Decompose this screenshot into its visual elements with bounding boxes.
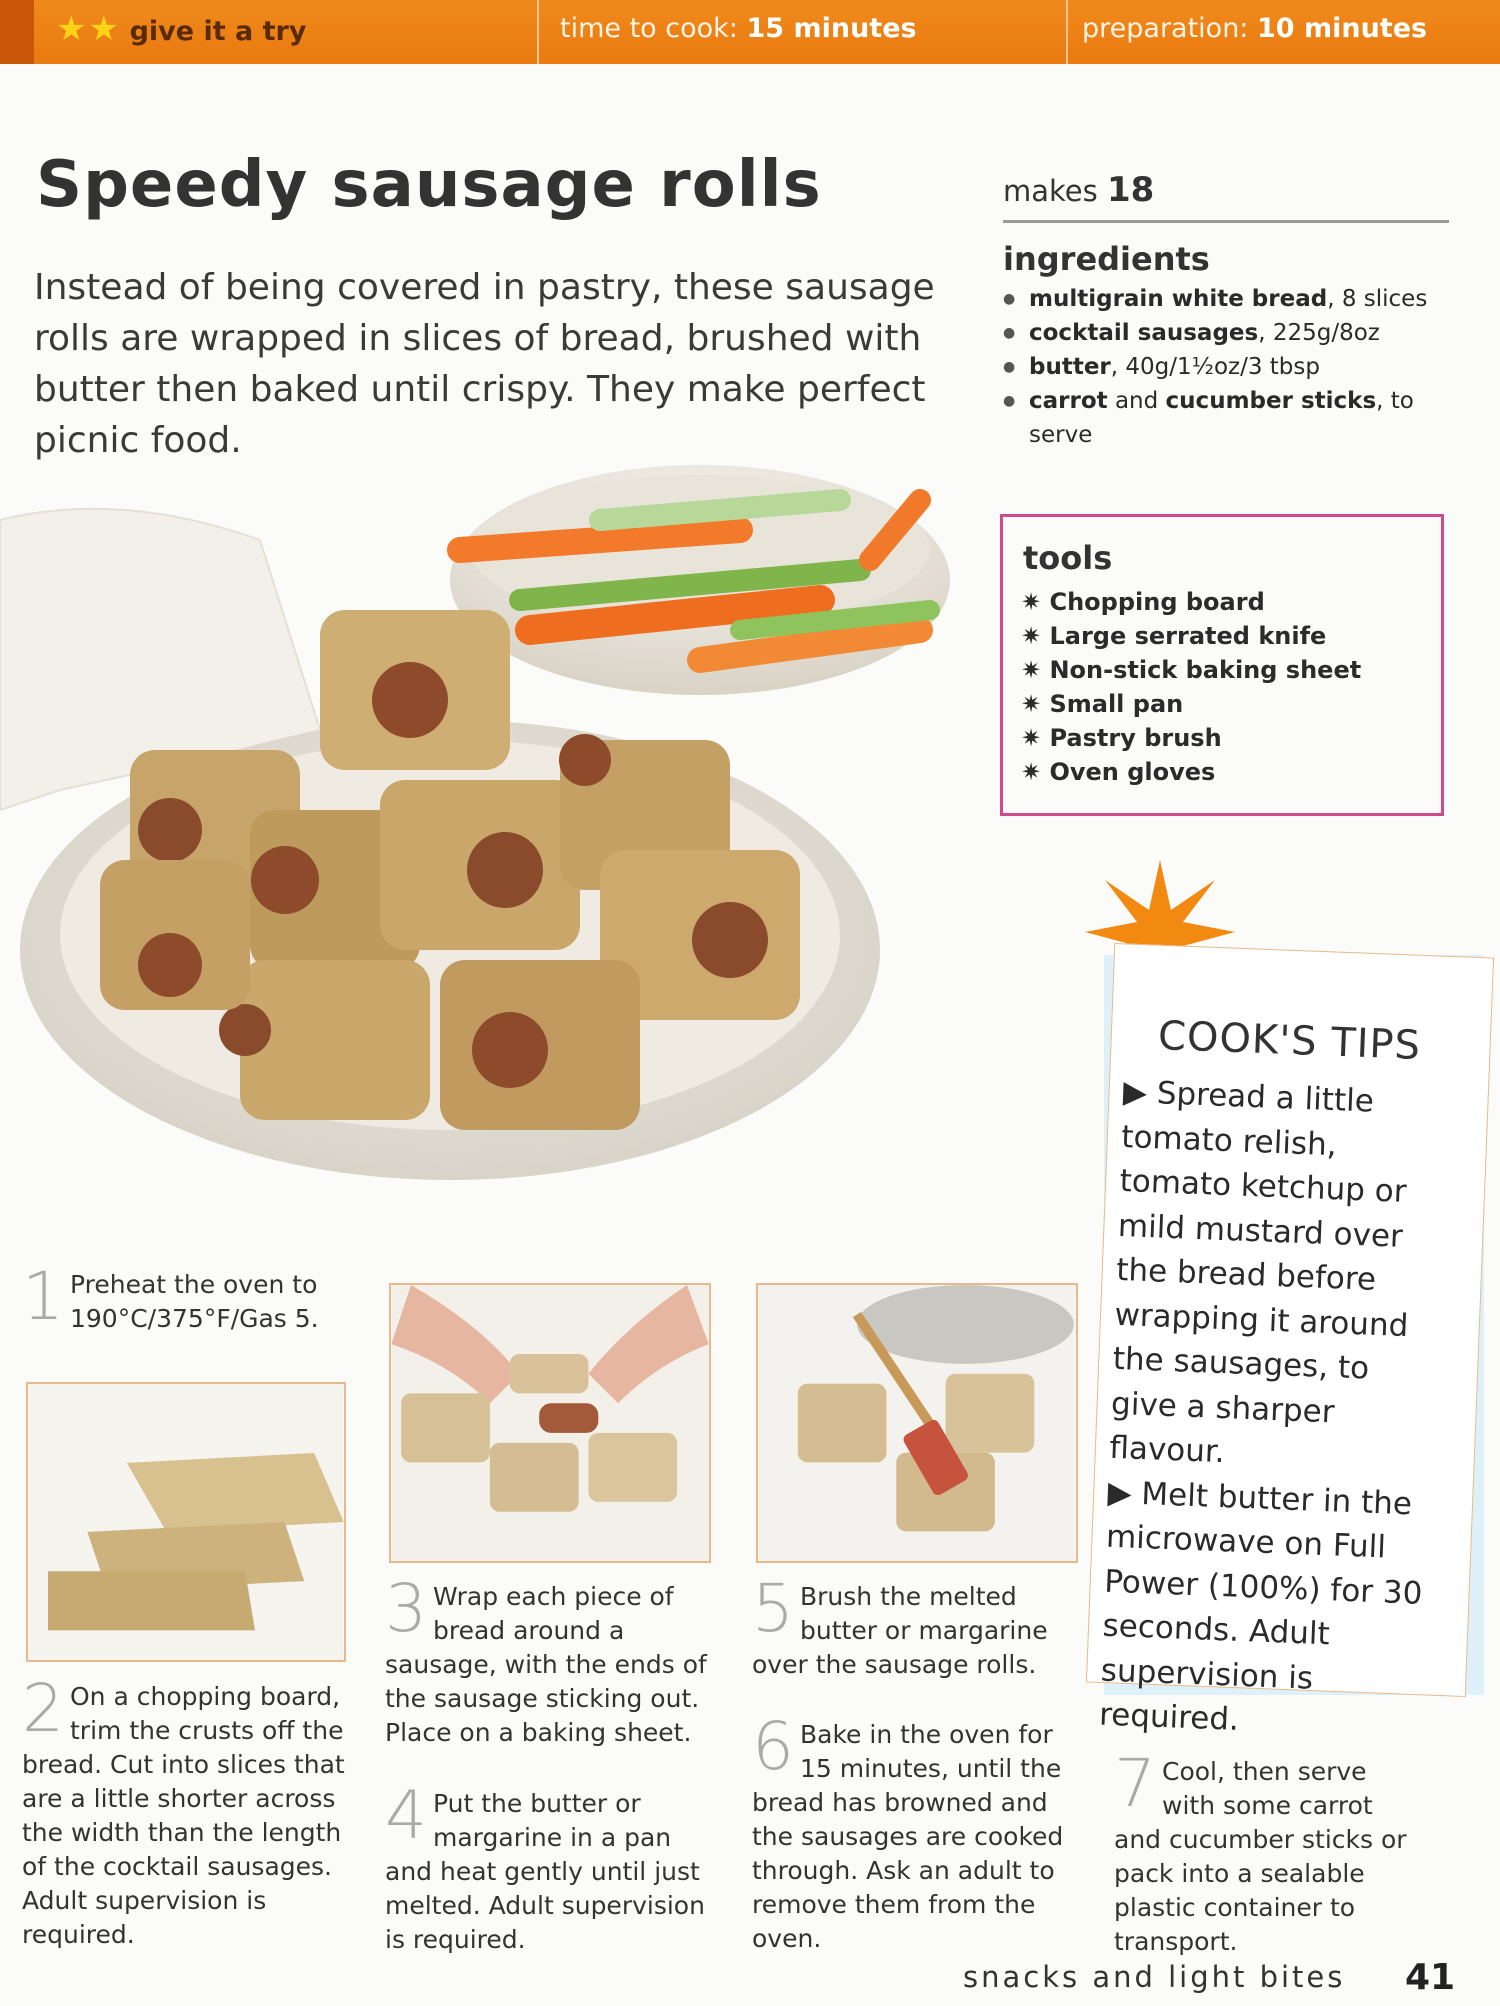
step-photo-brushing — [756, 1283, 1078, 1563]
step-text: On a chopping board, trim the crusts off the bread. Cut into slices that are a little shorter across the width than the length of the cocktail sausages. Adult supervision is required. — [22, 1682, 345, 1949]
step-text: Brush the melted butter or margarine over the sausage rolls. — [752, 1582, 1048, 1679]
step-number: 3 — [385, 1570, 427, 1647]
step-text: Wrap each piece of bread around a sausage, with the ends of the sausage sticking out. Place on a baking sheet. — [385, 1582, 707, 1747]
tools-heading: tools — [1023, 539, 1113, 577]
ingredient-item: ● carrot and cucumber sticks, to serve — [1003, 384, 1443, 452]
sausage-rolls-photo — [0, 430, 980, 1250]
step-3 — [385, 1570, 720, 1750]
step-1 — [22, 1258, 322, 1336]
makes-label: makes — [1003, 174, 1098, 208]
recipe-intro: Instead of being covered in pastry, these sausage rolls are wrapped in slices of bread, brushed with butter then baked until crispy. They make perfect picnic food. — [34, 267, 935, 461]
step-text: Bake in the oven for 15 minutes, until the bread has browned and the sausages are cooked through. Ask an adult to remove them from the oven. — [752, 1720, 1064, 1953]
tools-list — [1021, 585, 1423, 789]
step-text: Preheat the oven to 190°C/375°F/Gas 5. — [70, 1270, 319, 1333]
tool-item: ✷ Pastry brush — [1021, 721, 1423, 755]
tips-heading: COOK'S TIPS — [1157, 1012, 1422, 1070]
step-number: 1 — [22, 1258, 64, 1335]
step-text: Cool, then serve with some carrot and cucumber sticks or pack into a sealable plastic container to transport. — [1114, 1757, 1407, 1956]
star-icon: ★ — [88, 9, 119, 49]
header-divider — [1066, 0, 1068, 64]
cook-time-label: time to cook: — [560, 13, 738, 44]
tool-item: ✷ Small pan — [1021, 687, 1423, 721]
star-icon: ★ — [56, 9, 87, 49]
tips-body — [1098, 1070, 1453, 1750]
makes-value: 18 — [1106, 170, 1155, 210]
page-number: 41 — [1405, 1957, 1456, 1998]
step-number: 7 — [1114, 1745, 1156, 1822]
prep-time — [1082, 0, 1427, 64]
prep-time-value: 10 minutes — [1257, 13, 1428, 44]
step-number: 2 — [22, 1670, 64, 1747]
step-photo-bread — [26, 1382, 346, 1662]
ingredient-item: ● cocktail sausages, 225g/8oz — [1003, 316, 1443, 350]
step-photo-wrapping — [389, 1283, 711, 1563]
makes-quantity — [1003, 170, 1449, 223]
ingredients-heading: ingredients — [1003, 240, 1210, 278]
step-2 — [22, 1670, 352, 1952]
ingredients-list — [1003, 282, 1443, 452]
section-label: snacks and light bites — [963, 1960, 1346, 1994]
tool-item: ✷ Large serrated knife — [1021, 619, 1423, 653]
step-7 — [1114, 1745, 1414, 1959]
ingredient-item: ● multigrain white bread, 8 slices — [1003, 282, 1443, 316]
step-text: Put the butter or margarine in a pan and heat gently until just melted. Adult supervision is required. — [385, 1789, 705, 1954]
recipe-title: Speedy sausage rolls — [36, 148, 822, 222]
step-6 — [752, 1708, 1082, 1956]
prep-time-label: preparation: — [1082, 13, 1249, 44]
cook-time-value: 15 minutes — [746, 13, 917, 44]
step-number: 5 — [752, 1570, 794, 1647]
header-left-strip — [0, 0, 34, 64]
difficulty-rating — [56, 0, 306, 64]
tool-item: ✷ Non-stick baking sheet — [1021, 653, 1423, 687]
tool-item: ✷ Chopping board — [1021, 585, 1423, 619]
step-number: 6 — [752, 1708, 794, 1785]
tip-item: ▶ Spread a little tomato relish, tomato ketchup or mild mustard over the bread before wrapping it around the sausages, to give a sharper flavour. — [1108, 1073, 1409, 1471]
tip-item: ▶ Melt butter in the microwave on Full Power (100%) for 30 seconds. Adult supervision is required. — [1098, 1474, 1424, 1738]
tools-box — [1000, 514, 1444, 816]
cook-time — [560, 0, 917, 64]
arrow-icon: ▶ — [1122, 1073, 1158, 1112]
arrow-icon: ▶ — [1107, 1474, 1143, 1512]
ingredient-item: ● butter, 40g/1½oz/3 tbsp — [1003, 350, 1443, 384]
header-bar — [0, 0, 1500, 64]
step-5 — [752, 1570, 1072, 1682]
step-4 — [385, 1777, 720, 1957]
tool-item: ✷ Oven gloves — [1021, 755, 1423, 789]
difficulty-label: give it a try — [129, 16, 307, 47]
step-number: 4 — [385, 1777, 427, 1854]
header-divider — [537, 0, 539, 64]
